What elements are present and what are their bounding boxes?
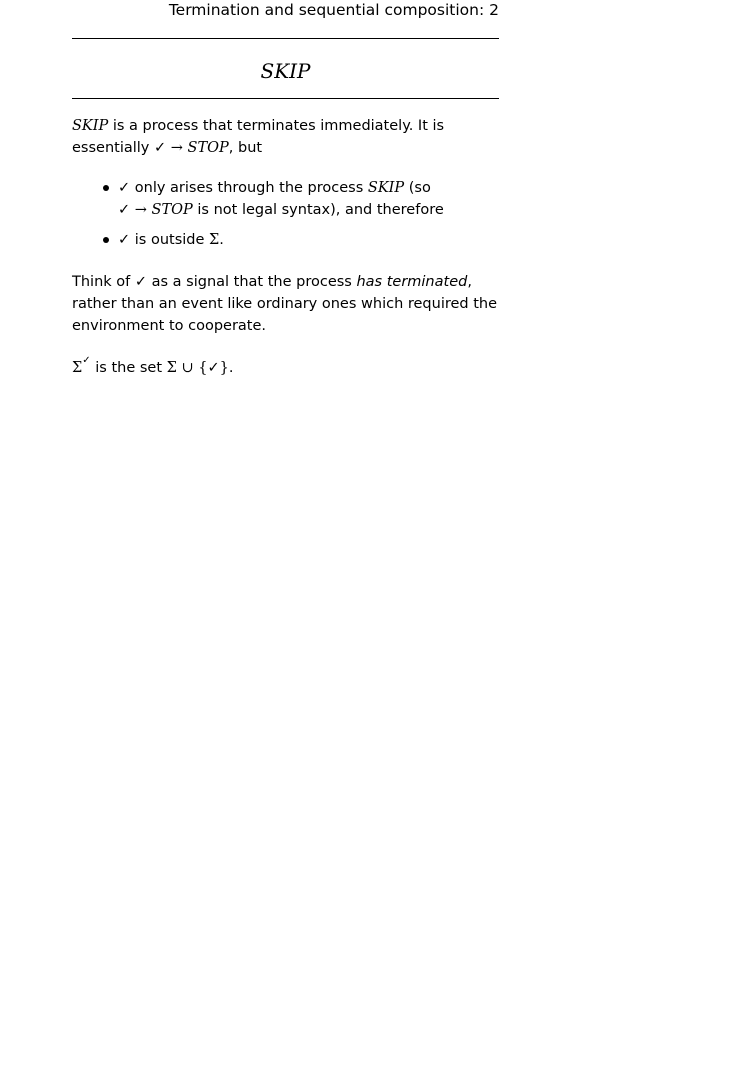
- bullet-dot-icon: [103, 237, 109, 243]
- stop-symbol: STOP: [151, 202, 193, 218]
- bullet-dot-icon: [103, 185, 109, 191]
- tick-symbol: ✓: [118, 232, 131, 248]
- skip-symbol: SKIP: [72, 118, 109, 134]
- tick-symbol: ✓: [118, 202, 131, 218]
- arrow-symbol: →: [166, 140, 188, 156]
- title-rule-top: [72, 38, 499, 39]
- slide-body: [72, 115, 499, 379]
- sigma-symbol: Σ: [72, 359, 83, 376]
- sigma-text-2: .: [228, 359, 234, 376]
- think-text-1: Think of: [72, 274, 135, 290]
- intro-text-1: is a process that terminates immediately. It is essentially: [72, 118, 445, 156]
- stop-symbol: STOP: [187, 140, 229, 156]
- set-expression: Σ ∪ {✓}: [166, 359, 229, 376]
- think-text-3: , rather than an event like ordinary ones which required the environment to cooperate.: [72, 274, 498, 334]
- slide-title: SKIP: [260, 59, 311, 83]
- title-rule-bottom: [72, 98, 499, 99]
- tick-symbol: ✓: [134, 274, 148, 290]
- arrow-symbol: →: [130, 202, 152, 218]
- tick-symbol: ✓: [118, 180, 131, 196]
- sigma-definition: [72, 353, 499, 379]
- running-header: Termination and sequential composition: 2: [168, 1, 499, 19]
- bullet-item-1: [118, 177, 499, 221]
- bullet-item-2: [118, 229, 499, 251]
- think-text-2: as a signal that the process: [147, 274, 357, 290]
- tick-superscript: ✓: [82, 355, 91, 366]
- tick-symbol: ✓: [154, 140, 167, 156]
- bullet-1-text-3: is not legal syntax), and therefore: [192, 202, 444, 218]
- emphasis-text: has terminated: [356, 274, 468, 290]
- sigma-symbol: Σ: [209, 232, 220, 248]
- think-paragraph: [72, 271, 499, 337]
- bullet-1-text-2: (so: [404, 180, 431, 196]
- bullet-1-text-1: only arises through the process: [130, 180, 368, 196]
- bullet-2-text-2: .: [219, 232, 224, 248]
- bullet-2-text-1: is outside: [130, 232, 210, 248]
- skip-symbol: SKIP: [367, 180, 405, 196]
- intro-text-2: , but: [228, 140, 263, 156]
- sigma-text-1: is the set: [90, 359, 167, 376]
- bullet-list: [72, 177, 499, 251]
- intro-paragraph: [72, 115, 499, 159]
